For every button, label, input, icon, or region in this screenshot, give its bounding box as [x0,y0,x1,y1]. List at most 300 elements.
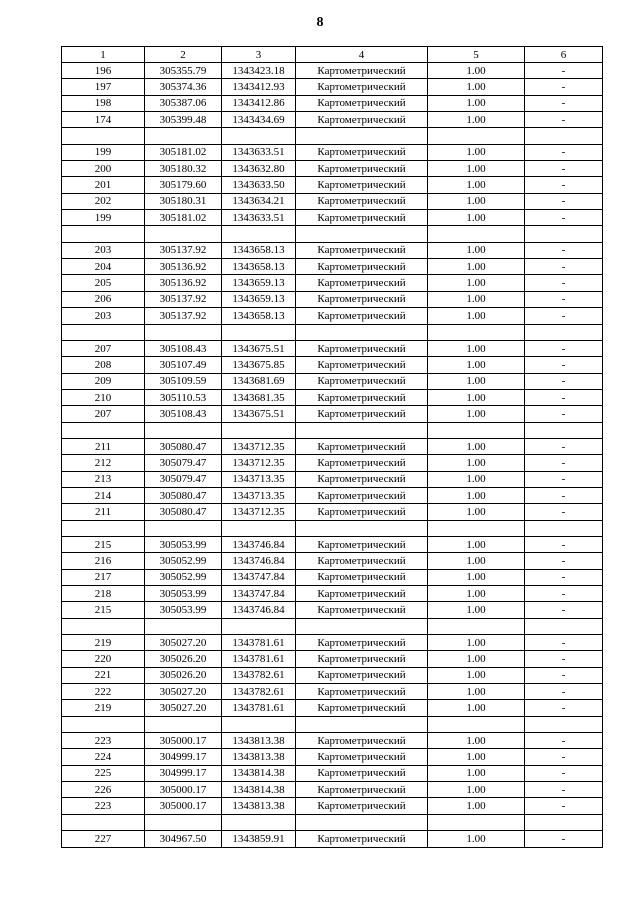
accuracy-cell: 1.00 [428,831,525,847]
accuracy-cell: 1.00 [428,667,525,683]
y-coordinate-cell: 1343675.85 [222,357,296,373]
column-header: 4 [296,47,428,63]
coordinates-table [61,46,603,848]
x-coordinate-cell [145,128,222,144]
method-cell: Картометрический [296,242,428,258]
method-cell: Картометрический [296,553,428,569]
accuracy-cell [428,128,525,144]
description-cell: - [525,569,603,585]
table-row [62,291,603,307]
x-coordinate-cell: 305052.99 [145,553,222,569]
point-number-cell: 213 [62,471,145,487]
point-number-cell: 225 [62,765,145,781]
table-row [62,667,603,683]
y-coordinate-cell [222,618,296,634]
description-cell: - [525,210,603,226]
x-coordinate-cell: 305053.99 [145,602,222,618]
point-number-cell: 220 [62,651,145,667]
point-number-cell [62,814,145,830]
description-cell: - [525,242,603,258]
y-coordinate-cell: 1343781.61 [222,700,296,716]
point-number-cell [62,128,145,144]
method-cell: Картометрический [296,765,428,781]
x-coordinate-cell: 305180.31 [145,193,222,209]
point-number-cell: 223 [62,798,145,814]
description-cell: - [525,782,603,798]
method-cell [296,618,428,634]
accuracy-cell: 1.00 [428,504,525,520]
description-cell: - [525,308,603,324]
table-row [62,586,603,602]
x-coordinate-cell [145,716,222,732]
point-number-cell: 223 [62,733,145,749]
x-coordinate-cell: 304999.17 [145,749,222,765]
x-coordinate-cell: 305181.02 [145,144,222,160]
x-coordinate-cell: 305355.79 [145,63,222,79]
accuracy-cell: 1.00 [428,733,525,749]
x-coordinate-cell: 305079.47 [145,455,222,471]
x-coordinate-cell: 305110.53 [145,389,222,405]
accuracy-cell: 1.00 [428,79,525,95]
y-coordinate-cell: 1343782.61 [222,684,296,700]
accuracy-cell: 1.00 [428,95,525,111]
y-coordinate-cell: 1343713.35 [222,487,296,503]
accuracy-cell [428,814,525,830]
point-number-cell: 215 [62,536,145,552]
y-coordinate-cell: 1343814.38 [222,765,296,781]
point-number-cell: 197 [62,79,145,95]
point-number-cell: 210 [62,389,145,405]
point-number-cell: 217 [62,569,145,585]
point-number-cell: 212 [62,455,145,471]
table-row [62,504,603,520]
x-coordinate-cell: 305000.17 [145,798,222,814]
table-row [62,487,603,503]
description-cell: - [525,144,603,160]
method-cell [296,716,428,732]
x-coordinate-cell: 305026.20 [145,651,222,667]
description-cell [525,618,603,634]
point-number-cell: 208 [62,357,145,373]
point-number-cell: 219 [62,635,145,651]
accuracy-cell: 1.00 [428,242,525,258]
accuracy-cell: 1.00 [428,749,525,765]
table-row [62,161,603,177]
accuracy-cell: 1.00 [428,684,525,700]
y-coordinate-cell: 1343412.93 [222,79,296,95]
point-number-cell: 174 [62,112,145,128]
method-cell: Картометрический [296,651,428,667]
table-row [62,324,603,340]
x-coordinate-cell: 305000.17 [145,782,222,798]
table-row [62,438,603,454]
table-row [62,651,603,667]
table-row [62,716,603,732]
table-row [62,308,603,324]
table-row [62,242,603,258]
x-coordinate-cell: 305108.43 [145,406,222,422]
y-coordinate-cell: 1343712.35 [222,504,296,520]
x-coordinate-cell [145,324,222,340]
x-coordinate-cell [145,520,222,536]
description-cell: - [525,602,603,618]
table-row [62,112,603,128]
point-number-cell: 221 [62,667,145,683]
description-cell: - [525,357,603,373]
table-row [62,63,603,79]
column-header: 3 [222,47,296,63]
x-coordinate-cell: 305374.36 [145,79,222,95]
description-cell: - [525,389,603,405]
method-cell: Картометрический [296,308,428,324]
method-cell: Картометрический [296,275,428,291]
table-row [62,536,603,552]
method-cell: Картометрический [296,504,428,520]
y-coordinate-cell: 1343746.84 [222,602,296,618]
y-coordinate-cell: 1343434.69 [222,112,296,128]
y-coordinate-cell: 1343634.21 [222,193,296,209]
x-coordinate-cell: 304967.50 [145,831,222,847]
accuracy-cell: 1.00 [428,586,525,602]
table-row [62,275,603,291]
method-cell: Картометрический [296,569,428,585]
y-coordinate-cell: 1343782.61 [222,667,296,683]
table-row [62,635,603,651]
y-coordinate-cell: 1343813.38 [222,749,296,765]
accuracy-cell: 1.00 [428,782,525,798]
table-row [62,210,603,226]
point-number-cell: 196 [62,63,145,79]
y-coordinate-cell: 1343813.38 [222,798,296,814]
method-cell: Картометрический [296,749,428,765]
point-number-cell: 203 [62,242,145,258]
y-coordinate-cell [222,422,296,438]
column-header: 5 [428,47,525,63]
y-coordinate-cell [222,226,296,242]
table-body [62,63,603,848]
point-number-cell: 211 [62,438,145,454]
y-coordinate-cell: 1343659.13 [222,275,296,291]
y-coordinate-cell: 1343814.38 [222,782,296,798]
description-cell: - [525,553,603,569]
table-row [62,259,603,275]
description-cell: - [525,373,603,389]
table-row [62,95,603,111]
accuracy-cell: 1.00 [428,112,525,128]
description-cell: - [525,536,603,552]
method-cell: Картометрический [296,700,428,716]
description-cell: - [525,749,603,765]
accuracy-cell: 1.00 [428,471,525,487]
accuracy-cell: 1.00 [428,340,525,356]
x-coordinate-cell: 305027.20 [145,700,222,716]
description-cell [525,128,603,144]
description-cell [525,716,603,732]
y-coordinate-cell: 1343859.91 [222,831,296,847]
point-number-cell: 224 [62,749,145,765]
y-coordinate-cell: 1343746.84 [222,553,296,569]
accuracy-cell: 1.00 [428,193,525,209]
point-number-cell: 201 [62,177,145,193]
method-cell: Картометрический [296,161,428,177]
description-cell [525,520,603,536]
y-coordinate-cell: 1343675.51 [222,340,296,356]
table-row [62,422,603,438]
description-cell: - [525,733,603,749]
accuracy-cell: 1.00 [428,455,525,471]
accuracy-cell: 1.00 [428,765,525,781]
x-coordinate-cell: 305399.48 [145,112,222,128]
method-cell: Картометрический [296,177,428,193]
table-row [62,128,603,144]
accuracy-cell: 1.00 [428,144,525,160]
table-row [62,144,603,160]
table-row [62,782,603,798]
accuracy-cell: 1.00 [428,569,525,585]
accuracy-cell: 1.00 [428,487,525,503]
point-number-cell: 202 [62,193,145,209]
x-coordinate-cell: 305053.99 [145,586,222,602]
table-row [62,357,603,373]
accuracy-cell: 1.00 [428,651,525,667]
method-cell: Картометрический [296,602,428,618]
description-cell: - [525,455,603,471]
x-coordinate-cell [145,422,222,438]
method-cell: Картометрический [296,95,428,111]
y-coordinate-cell: 1343781.61 [222,651,296,667]
x-coordinate-cell: 305079.47 [145,471,222,487]
point-number-cell [62,618,145,634]
accuracy-cell: 1.00 [428,259,525,275]
table-row [62,602,603,618]
description-cell: - [525,635,603,651]
point-number-cell: 200 [62,161,145,177]
description-cell: - [525,765,603,781]
y-coordinate-cell: 1343658.13 [222,259,296,275]
method-cell: Картометрический [296,667,428,683]
y-coordinate-cell [222,814,296,830]
table-row [62,569,603,585]
point-number-cell [62,520,145,536]
accuracy-cell [428,716,525,732]
method-cell: Картометрический [296,291,428,307]
accuracy-cell: 1.00 [428,210,525,226]
description-cell: - [525,112,603,128]
description-cell [525,324,603,340]
y-coordinate-cell: 1343681.69 [222,373,296,389]
y-coordinate-cell: 1343813.38 [222,733,296,749]
method-cell: Картометрический [296,831,428,847]
accuracy-cell: 1.00 [428,602,525,618]
point-number-cell: 214 [62,487,145,503]
method-cell: Картометрический [296,798,428,814]
x-coordinate-cell: 305080.47 [145,487,222,503]
description-cell: - [525,95,603,111]
y-coordinate-cell: 1343633.51 [222,144,296,160]
x-coordinate-cell: 305026.20 [145,667,222,683]
x-coordinate-cell: 305137.92 [145,291,222,307]
table-row [62,553,603,569]
y-coordinate-cell: 1343781.61 [222,635,296,651]
method-cell: Картометрический [296,357,428,373]
point-number-cell: 203 [62,308,145,324]
point-number-cell: 222 [62,684,145,700]
x-coordinate-cell [145,814,222,830]
y-coordinate-cell: 1343633.51 [222,210,296,226]
table-row [62,471,603,487]
description-cell: - [525,63,603,79]
description-cell: - [525,651,603,667]
x-coordinate-cell: 305108.43 [145,340,222,356]
y-coordinate-cell: 1343712.35 [222,455,296,471]
y-coordinate-cell [222,324,296,340]
point-number-cell: 218 [62,586,145,602]
table-row [62,814,603,830]
method-cell: Картометрический [296,112,428,128]
description-cell: - [525,161,603,177]
description-cell: - [525,340,603,356]
description-cell: - [525,487,603,503]
x-coordinate-cell: 305027.20 [145,635,222,651]
accuracy-cell: 1.00 [428,406,525,422]
x-coordinate-cell [145,618,222,634]
method-cell [296,324,428,340]
page-number: 8 [316,15,324,30]
accuracy-cell: 1.00 [428,373,525,389]
table-row [62,177,603,193]
table-row [62,455,603,471]
method-cell: Картометрический [296,733,428,749]
table-row [62,733,603,749]
accuracy-cell [428,618,525,634]
description-cell [525,226,603,242]
x-coordinate-cell: 304999.17 [145,765,222,781]
accuracy-cell: 1.00 [428,357,525,373]
point-number-cell: 199 [62,144,145,160]
accuracy-cell: 1.00 [428,63,525,79]
y-coordinate-cell: 1343658.13 [222,242,296,258]
x-coordinate-cell: 305179.60 [145,177,222,193]
point-number-cell [62,422,145,438]
y-coordinate-cell: 1343412.86 [222,95,296,111]
method-cell: Картометрический [296,144,428,160]
y-coordinate-cell: 1343681.35 [222,389,296,405]
table-row [62,340,603,356]
accuracy-cell: 1.00 [428,553,525,569]
accuracy-cell: 1.00 [428,798,525,814]
accuracy-cell: 1.00 [428,635,525,651]
accuracy-cell [428,226,525,242]
y-coordinate-cell [222,128,296,144]
table-row [62,798,603,814]
y-coordinate-cell [222,520,296,536]
method-cell: Картометрический [296,536,428,552]
y-coordinate-cell: 1343632.80 [222,161,296,177]
method-cell: Картометрический [296,635,428,651]
point-number-cell: 204 [62,259,145,275]
table-row [62,700,603,716]
description-cell: - [525,504,603,520]
y-coordinate-cell: 1343747.84 [222,586,296,602]
description-cell: - [525,438,603,454]
description-cell [525,422,603,438]
description-cell: - [525,406,603,422]
y-coordinate-cell: 1343423.18 [222,63,296,79]
x-coordinate-cell: 305107.49 [145,357,222,373]
method-cell [296,422,428,438]
accuracy-cell: 1.00 [428,308,525,324]
method-cell [296,520,428,536]
y-coordinate-cell: 1343658.13 [222,308,296,324]
point-number-cell: 227 [62,831,145,847]
y-coordinate-cell: 1343659.13 [222,291,296,307]
table-row [62,749,603,765]
point-number-cell: 199 [62,210,145,226]
method-cell: Картометрический [296,586,428,602]
description-cell: - [525,667,603,683]
y-coordinate-cell [222,716,296,732]
method-cell [296,814,428,830]
description-cell: - [525,684,603,700]
accuracy-cell: 1.00 [428,161,525,177]
method-cell: Картометрический [296,63,428,79]
point-number-cell [62,716,145,732]
y-coordinate-cell: 1343747.84 [222,569,296,585]
table-row [62,831,603,847]
x-coordinate-cell: 305027.20 [145,684,222,700]
x-coordinate-cell: 305052.99 [145,569,222,585]
accuracy-cell [428,520,525,536]
description-cell: - [525,291,603,307]
table-row [62,406,603,422]
point-number-cell [62,324,145,340]
table-row [62,373,603,389]
accuracy-cell: 1.00 [428,177,525,193]
method-cell: Картометрический [296,193,428,209]
point-number-cell: 216 [62,553,145,569]
x-coordinate-cell: 305109.59 [145,373,222,389]
point-number-cell: 207 [62,340,145,356]
table-row [62,389,603,405]
method-cell: Картометрический [296,438,428,454]
point-number-cell: 226 [62,782,145,798]
method-cell: Картометрический [296,210,428,226]
accuracy-cell: 1.00 [428,291,525,307]
description-cell: - [525,700,603,716]
method-cell: Картометрический [296,373,428,389]
accuracy-cell: 1.00 [428,275,525,291]
x-coordinate-cell: 305387.06 [145,95,222,111]
x-coordinate-cell: 305136.92 [145,275,222,291]
table-row [62,684,603,700]
description-cell: - [525,586,603,602]
x-coordinate-cell: 305180.32 [145,161,222,177]
method-cell: Картометрический [296,340,428,356]
table-row [62,193,603,209]
accuracy-cell: 1.00 [428,536,525,552]
description-cell: - [525,259,603,275]
table-row [62,618,603,634]
x-coordinate-cell: 305137.92 [145,308,222,324]
method-cell: Картометрический [296,406,428,422]
description-cell: - [525,471,603,487]
y-coordinate-cell: 1343633.50 [222,177,296,193]
description-cell: - [525,831,603,847]
point-number-cell [62,226,145,242]
point-number-cell: 207 [62,406,145,422]
method-cell: Картометрический [296,471,428,487]
description-cell: - [525,177,603,193]
